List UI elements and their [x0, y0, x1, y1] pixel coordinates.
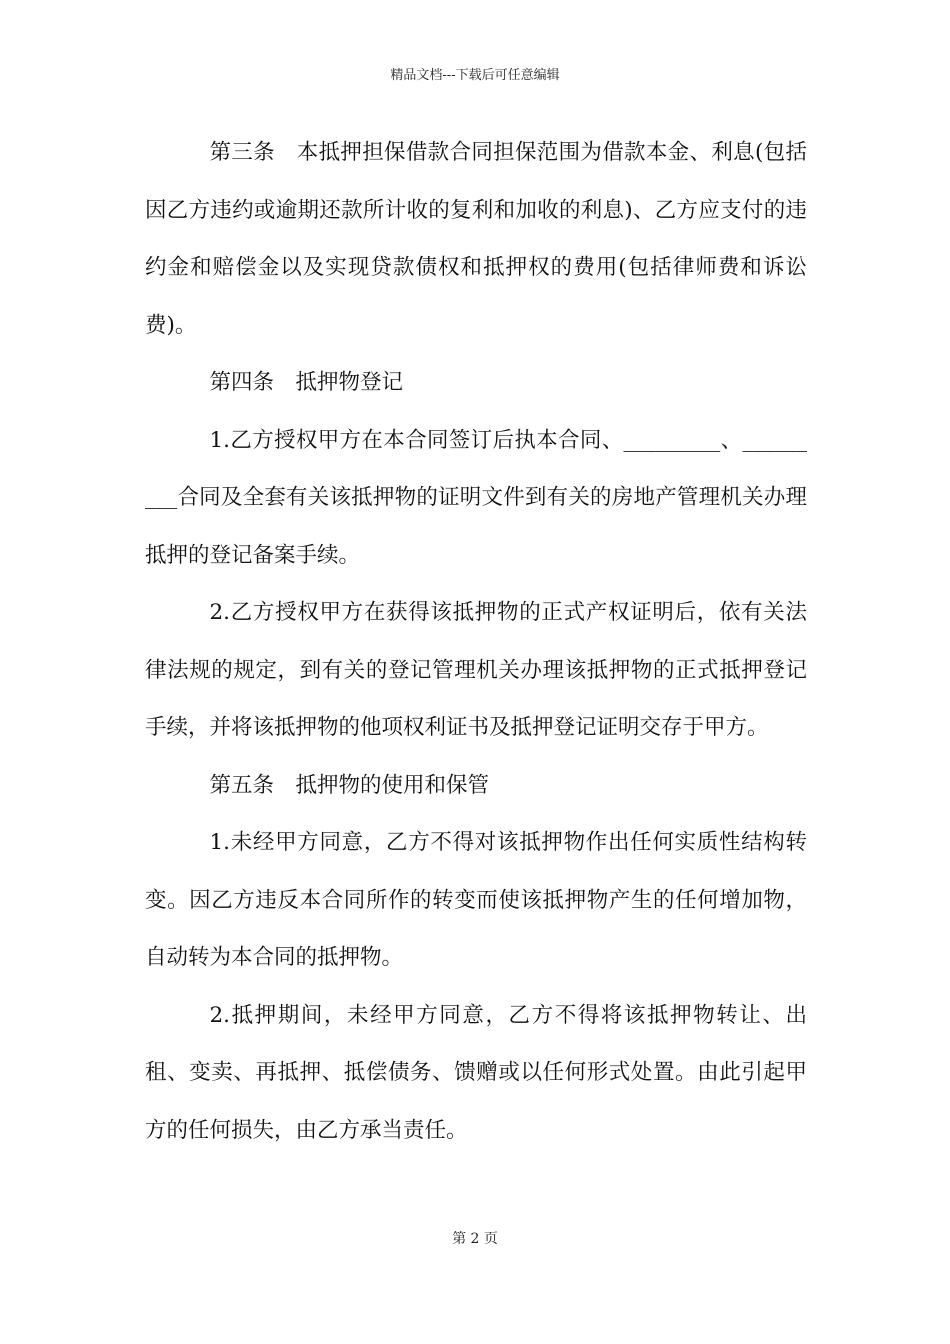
document-body [145, 124, 807, 1159]
article-5-heading: 第五条 抵押物的使用和保管 [209, 772, 490, 798]
page-number: 第 2 页 [452, 1231, 498, 1247]
page-header: 精品文档---下载后可任意编辑 [390, 68, 560, 83]
article-4-heading: 第四条 抵押物登记 [209, 370, 404, 395]
article-3-paragraph: 第三条 本抵押担保借款合同担保范围为借款本金、利息(包括因乙方违约或逾期还款所计收的复利和加收的利息)、乙方应支付的违约金和赔偿金以及实现贷款债权和抵押权的费用(包括律师费和诉讼费)。 [145, 140, 807, 338]
article-5-clause-2: 2.抵押期间，未经甲方同意，乙方不得将该抵押物转让、出租、变卖、再抵押、抵偿债务、馈赠或以任何形式处置。由此引起甲方的任何损失，由乙方承当责任。 [145, 1002, 807, 1143]
article-4-clause-2: 2.乙方授权甲方在获得该抵押物的正式产权证明后，依有关法律法规的规定，到有关的登记管理机关办理该抵押物的正式抵押登记手续，并将该抵押物的他项权利证书及抵押登记证明交存于甲方。 [145, 600, 807, 740]
article-4-clause-1: 1.乙方授权甲方在本合同签订后执本合同、_________、_________合同及全套有关该抵押物的证明文件到有关的房地产管理机关办理抵押的登记备案手续。 [145, 427, 807, 568]
article-5-clause-1: 1.未经甲方同意，乙方不得对该抵押物作出任何实质性结构转变。因乙方违反本合同所作的转变而使该抵押物产生的任何增加物，自动转为本合同的抵押物。 [145, 830, 807, 970]
